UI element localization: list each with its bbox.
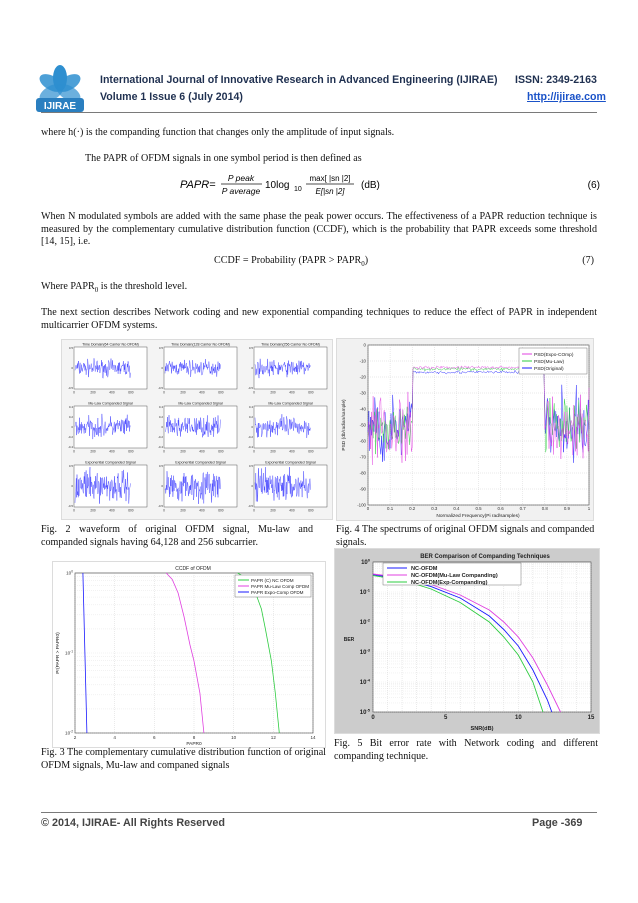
paragraph-ccdf: When N modulated symbols are added with the same phase the peak power occurs. The effectiveness of a PAPR reduction technique is measured by the complementary cumulative distribution function (CCDF), which is the probability that PAPR exceeds some threshold [14, 15], i.e. xyxy=(41,211,597,247)
fig4-ytick: -50 xyxy=(359,422,366,428)
fig2-xtick: 0 xyxy=(163,449,165,454)
fig3-ytick-exp: -1 xyxy=(70,649,73,654)
fig5-legend-nc: NC-OFDM xyxy=(411,566,438,572)
fig2-ytick: 0 xyxy=(161,484,163,488)
fig2-xtick: 400 xyxy=(289,508,295,513)
fig2-xtick: 200 xyxy=(90,449,96,454)
paragraph-threshold xyxy=(41,281,187,297)
fig4-ylabel: PSD (db/radian/sample) xyxy=(342,399,347,451)
eq6-frac1-numerator: P peak xyxy=(227,173,255,183)
fig2-panel-title: Mu-Law Companded Signal xyxy=(268,401,313,406)
fig5-ytick: $10^{-2}$ xyxy=(359,617,370,626)
fig2-xtick: 400 xyxy=(109,390,115,395)
fig4-ytick: 0 xyxy=(363,342,366,348)
logo-text: IJIRAE xyxy=(43,101,77,112)
fig3-xtick: 8 xyxy=(192,735,196,740)
fig3-xtick: 2 xyxy=(73,735,77,740)
fig3-xtick: 6 xyxy=(153,735,156,740)
fig5-ytick: $10^0$ xyxy=(361,557,370,566)
journal-logo xyxy=(30,60,90,118)
fig4-ytick: -60 xyxy=(359,438,366,444)
fig2-ytick: 0.5 xyxy=(68,464,73,468)
eq7-sub: 0 xyxy=(361,260,365,269)
fig4-xtick: 0.7 xyxy=(519,506,526,511)
fig4-ytick: -100 xyxy=(357,502,366,508)
fig5-xtick: 0 xyxy=(371,715,375,721)
fig3-xlabel: PAPR0 xyxy=(186,742,202,747)
fig2-panel-title: Exponential Companded Signal xyxy=(175,460,226,465)
fig4-ytick: -30 xyxy=(359,390,366,396)
fig2-panel-title: Time Domain(64 Carrier Nc-OFDM) xyxy=(82,342,139,347)
fig4-xtick: 0.3 xyxy=(431,506,438,511)
fig4-ytick: -80 xyxy=(359,470,366,476)
fig4-xtick: 1 xyxy=(587,506,591,511)
fig2-xtick: 200 xyxy=(270,449,276,454)
figure-4-psd xyxy=(336,338,594,521)
fig5-xtick: 15 xyxy=(587,715,595,721)
journal-title: International Journal of Innovative Research in Advanced Engineering (IJIRAE) xyxy=(100,74,498,86)
paragraph-companding: where h(·) is the companding function that changes only the amplitude of input signals. xyxy=(41,127,395,138)
fig2-xtick: 0 xyxy=(163,390,165,395)
fig2-xtick: 600 xyxy=(308,508,314,513)
fig2-ytick: -0.2 xyxy=(157,435,163,439)
fig2-ytick: -0.5 xyxy=(157,504,163,508)
fig2-ytick: 0 xyxy=(161,366,163,370)
caption-fig-5: Fig. 5 Bit error rate with Network coding and different companding technique. xyxy=(334,738,598,762)
eq6-log-base: 10 xyxy=(294,186,302,193)
fig5-ytick: $10^{-3}$ xyxy=(359,647,370,656)
fig4-xtick: 0.6 xyxy=(497,506,504,511)
fig5-xlabel: SNR(dB) xyxy=(470,726,494,732)
fig2-xtick: 0 xyxy=(73,449,75,454)
fig2-panel-frame xyxy=(74,406,147,448)
fig2-xtick: 600 xyxy=(308,449,314,454)
fig3-title: CCDF of OFDM xyxy=(175,566,211,572)
fig2-xtick: 0 xyxy=(253,449,255,454)
caption-fig-3: Fig. 3 The complementary cumulative distribution function of original OFDM signals, Mu-law and companed signals xyxy=(41,747,326,771)
caption-fig-4: Fig. 4 The spectrums of original OFDM signals and companded signals. xyxy=(336,524,595,548)
fig4-xtick: 0.2 xyxy=(409,506,416,511)
fig5-ytick: $10^{-4}$ xyxy=(359,677,370,686)
caption-fig-2: Fig. 2 waveform of original OFDM signal, Mu-law and companded signals having 64,128 and 256 subcarrier. xyxy=(41,524,313,548)
fig2-ytick: 0 xyxy=(71,425,73,429)
fig5-ytick-exp: 0 xyxy=(367,557,370,563)
journal-volume: Volume 1 Issue 6 (July 2014) xyxy=(100,91,243,103)
p4-post: is the threshold level. xyxy=(98,281,188,292)
fig3-legend-nc: PAPR (C) NC OFDM xyxy=(251,578,294,583)
fig5-xtick: 5 xyxy=(443,715,448,721)
fig5-xtick: 10 xyxy=(514,715,522,721)
fig3-xtick: 4 xyxy=(113,735,116,740)
fig2-ytick: -0.5 xyxy=(157,386,163,390)
fig4-ytick: -20 xyxy=(359,374,366,380)
fig2-ytick: 0.5 xyxy=(158,464,163,468)
issn: ISSN: 2349-2163 xyxy=(515,74,597,86)
fig2-ytick: -0.2 xyxy=(247,435,253,439)
fig4-ytick: -40 xyxy=(359,406,366,412)
fig2-ytick: 0 xyxy=(71,366,73,370)
eq6-frac2-denominator: E[|sn |2] xyxy=(315,187,345,196)
fig2-ytick: -0.4 xyxy=(157,445,163,449)
fig2-xtick: 600 xyxy=(218,390,224,395)
paragraph-next-section: The next section describes Network coding and new exponential companding techniques to reduce the effect of PAPR in independent multicarrier OFDM systems. xyxy=(41,307,597,331)
fig4-xtick: 0.1 xyxy=(387,506,394,511)
page-number: Page -369 xyxy=(532,817,583,829)
paragraph-papr-definition: The PAPR of OFDM signals in one symbol period is then defined as xyxy=(85,153,362,164)
fig2-xtick: 200 xyxy=(90,390,96,395)
fig3-xtick: 10 xyxy=(231,735,237,740)
fig2-ytick: 0.5 xyxy=(68,346,73,350)
fig2-panel-title: Mu-Law Companded Signal xyxy=(88,401,133,406)
fig5-ytick: $10^{-5}$ xyxy=(359,707,370,716)
fig2-ytick: -0.5 xyxy=(67,504,73,508)
fig2-xtick: 0 xyxy=(73,390,75,395)
fig4-ytick: -90 xyxy=(359,486,366,492)
fig5-ytick-exp: -1 xyxy=(366,587,370,593)
fig2-xtick: 400 xyxy=(289,449,295,454)
fig4-xtick: 0.8 xyxy=(541,506,548,511)
fig3-legend-expo: PAPR Expo-Comp OFDM xyxy=(251,590,304,595)
fig2-panel-title: Exponential Companded Signal xyxy=(265,460,316,465)
fig4-ytick: -10 xyxy=(359,358,366,364)
fig2-xtick: 200 xyxy=(180,508,186,513)
fig2-ytick: 0.4 xyxy=(68,405,73,409)
fig2-xtick: 400 xyxy=(199,508,205,513)
fig2-xtick: 600 xyxy=(218,508,224,513)
fig2-xtick: 0 xyxy=(253,508,255,513)
fig4-xtick: 0.4 xyxy=(453,506,460,511)
fig2-xtick: 400 xyxy=(199,449,205,454)
fig2-xtick: 200 xyxy=(270,508,276,513)
fig2-ytick: -0.5 xyxy=(247,386,253,390)
fig3-xtick: 12 xyxy=(270,735,276,740)
fig2-ytick: 0.4 xyxy=(248,405,253,409)
eq6-lhs: PAPR= xyxy=(180,179,216,191)
journal-url-link[interactable]: http://ijirae.com xyxy=(527,91,606,103)
fig3-ytick: $10^{-1}$ xyxy=(65,649,73,656)
fig2-xtick: 0 xyxy=(73,508,75,513)
fig2-xtick: 600 xyxy=(128,449,134,454)
fig2-ytick: 0.5 xyxy=(248,346,253,350)
fig5-ytick: $10^{-1}$ xyxy=(359,587,370,596)
fig2-ytick: 0.4 xyxy=(158,405,163,409)
fig2-ytick: -0.4 xyxy=(247,445,253,449)
fig3-ylabel: Pr(PAPR > PAPR0) xyxy=(56,632,61,674)
fig2-xtick: 200 xyxy=(90,508,96,513)
fig5-ytick-exp: -4 xyxy=(366,677,370,683)
fig3-ytick: $10^0$ xyxy=(66,569,73,576)
fig2-xtick: 200 xyxy=(180,449,186,454)
fig2-ytick: -0.5 xyxy=(247,504,253,508)
fig3-xtick: 14 xyxy=(310,735,316,740)
fig4-xtick: 0.5 xyxy=(475,506,482,511)
figure-3-ccdf xyxy=(52,561,326,748)
fig2-ytick: 0 xyxy=(251,484,253,488)
fig2-ytick: -0.5 xyxy=(67,386,73,390)
fig2-xtick: 400 xyxy=(289,390,295,395)
fig2-ytick: 0 xyxy=(251,425,253,429)
eq6-unit: (dB) xyxy=(361,180,380,191)
fig2-xtick: 600 xyxy=(308,390,314,395)
p4-sub: 0 xyxy=(94,286,99,295)
fig2-ytick: 0.5 xyxy=(158,346,163,350)
fig2-xtick: 600 xyxy=(218,449,224,454)
fig2-ytick: 0 xyxy=(251,366,253,370)
fig2-xtick: 0 xyxy=(163,508,165,513)
fig4-legend-mulaw: PSD(Mu-Law) xyxy=(534,360,565,365)
fig5-legend-expo: NC-OFDM(Exp-Companding) xyxy=(411,580,488,586)
fig3-ytick: $10^{-2}$ xyxy=(65,729,73,736)
p4-pre: Where PAPR xyxy=(41,281,95,292)
fig3-ytick-exp: -2 xyxy=(70,729,73,734)
fig2-panel-title: Time Domain(256 Carrier Nc-OFDM) xyxy=(261,342,320,347)
fig2-panel-frame xyxy=(164,406,237,448)
fig2-ytick: 0.2 xyxy=(158,415,163,419)
fig2-ytick: -0.4 xyxy=(67,445,73,449)
eq6-frac1-denominator: P average xyxy=(221,186,261,196)
eq6-frac2-numerator: max[ |sn |2] xyxy=(309,174,351,183)
eq6-number: (6) xyxy=(587,180,600,191)
copyright: © 2014, IJIRAE- All Rights Reserved xyxy=(41,817,225,829)
fig2-panel-frame xyxy=(254,406,327,448)
fig2-ytick: 0.2 xyxy=(68,415,73,419)
fig2-xtick: 0 xyxy=(253,390,255,395)
fig3-legend-mulaw: PAPR Mu-Law Comp OFDM xyxy=(251,584,310,589)
fig2-ytick: -0.2 xyxy=(67,435,73,439)
fig2-xtick: 200 xyxy=(180,390,186,395)
fig2-xtick: 200 xyxy=(270,390,276,395)
fig2-xtick: 400 xyxy=(199,390,205,395)
fig2-xtick: 600 xyxy=(128,390,134,395)
equation-7 xyxy=(214,255,594,271)
fig2-panel-title: Mu-Law Companded Signal xyxy=(178,401,223,406)
fig4-xtick: 0 xyxy=(366,506,370,511)
eq6-log: 10log xyxy=(265,180,290,191)
fig2-ytick: 0 xyxy=(161,425,163,429)
fig2-panel-frame xyxy=(74,347,147,389)
fig2-panel-frame xyxy=(164,465,237,507)
equation-6 xyxy=(180,171,600,199)
fig3-ytick-exp: 0 xyxy=(71,569,73,574)
fig4-legend-expo: PSD(Expo-COmp) xyxy=(534,353,574,358)
fig2-xtick: 400 xyxy=(109,508,115,513)
fig2-xtick: 600 xyxy=(128,508,134,513)
fig5-ytick-exp: -2 xyxy=(366,617,370,623)
fig2-ytick: 0.5 xyxy=(248,464,253,468)
fig4-legend-original: PSD(Original) xyxy=(534,367,564,372)
fig4-ytick: -70 xyxy=(359,454,366,460)
fig2-ytick: 0.2 xyxy=(248,415,253,419)
fig2-panel-title: Exponential Companded Signal xyxy=(85,460,136,465)
footer-divider xyxy=(41,812,597,813)
fig2-panel-title: Time Domain(128 Carrier Nc-OFDM) xyxy=(171,342,230,347)
fig4-xtick: 0.9 xyxy=(563,506,570,511)
eq7-number: (7) xyxy=(582,255,594,266)
fig5-legend-mulaw: NC-OFDM(Mu-Law Companding) xyxy=(411,573,498,579)
figure-5-ber xyxy=(334,548,600,734)
fig4-xlabel: Normalized Frequency(Pi rad/samples) xyxy=(436,514,520,519)
figure-2-waveforms xyxy=(61,339,333,520)
eq7-text: CCDF = Probability (PAPR > PAPR xyxy=(214,255,362,266)
fig2-xtick: 400 xyxy=(109,449,115,454)
fig5-ytick-exp: -5 xyxy=(366,707,370,713)
fig5-ytick-exp: -3 xyxy=(366,647,370,653)
header-divider xyxy=(41,112,597,113)
eq7-close: ) xyxy=(364,255,369,266)
fig5-title: BER Comparison of Companding Techniques xyxy=(420,554,550,560)
fig5-ylabel: BER xyxy=(343,637,355,643)
fig2-ytick: 0 xyxy=(71,484,73,488)
